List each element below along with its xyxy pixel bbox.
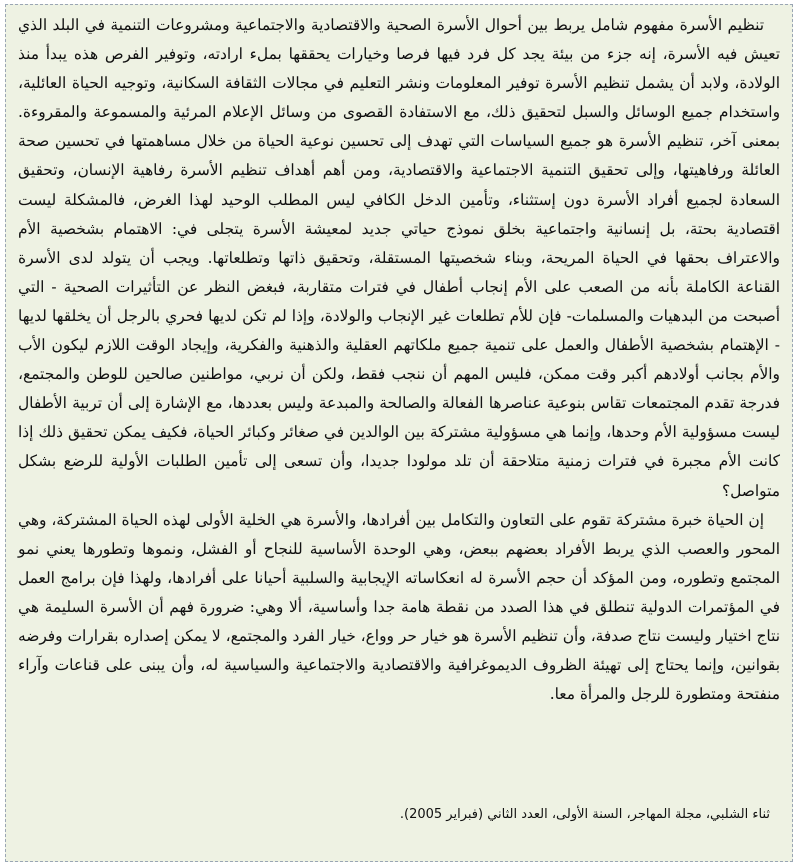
article-box (5, 4, 793, 862)
article-paragraph-1: تنظيم الأسرة مفهوم شامل يربط بين أحوال الأسرة الصحية والاقتصادية والاجتماعية ومشروعات التنمية في البلد الذي تعيش فيه الأسرة، إنه جزء من بيئة يجد كل فرد فيها فرصا وخيارات يحققها بملء ارادته، وتوفير الفرص هذه يبدأ منذ الولادة، ولابد أن يشمل تنظيم الأسرة توفير المعلومات ونشر التعليم في مجالات الثقافة السكانية، وتوجيه الحياة العائلية، واستخدام جميع الوسائل والسبل لتحقيق ذلك، مع الاستفادة القصوى من وسائل الإعلام المرئية والمسموعة والمقروءة. بمعنى آخر، تنظيم الأسرة هو جميع السياسات التي تهدف إلى تحسين نوعية الحياة من خلال مساهمتها في تحسين صحة العائلة ورفاهيتها، وإلى تحقيق التنمية الاجتماعية والاقتصادية، ومن أهم أهداف تنظيم الأسرة رفاهية الإنسان، وتحقيق السعادة لجميع أفراد الأسرة دون إستثناء، وتأمين الدخل الكافي ليس المطلب الوحيد لهذا الغرض، فالمشكلة ليست اقتصادية بحتة، بل إنسانية واجتماعية بخلق نموذج حياتي جديد لمعيشة الأسرة يتجلى في: الاهتمام بشخصية الأم والاعتراف بحقها في الحياة المريحة، وبناء شخصيتها المستقلة، وتحقيق ذاتها وتطلعاتها. ويجب أن يتولد لدى الأسرة القناعة الكاملة بأنه من الصعب على الأم إنجاب أطفال في فترات متقاربة، فبغض النظر عن التأثيرات الصحية - التي أصبحت من البدهيات والمسلمات- فإن للأم تطلعات غير الإنجاب والولادة، وإذا لم تكن لديها فحري بالرجل أن يخلقها لديها - الإهتمام بشخصية الأطفال والعمل على تنمية جميع ملكاتهم العقلية والذهنية والفكرية، وإيجاد الوقت اللازم ليكون الأب والأم بجانب أولادهم أكبر وقت ممكن، فليس المهم أن ننجب فقط، ولكن أن نربي، مواطنين صالحين للوطن والمجتمع، فدرجة تقدم المجتمعات تقاس بنوعية عناصرها الفعالة والصالحة والمبدعة وليس بعددها، مع الإشارة إلى أن تربية الأطفال ليست مسؤولية الأم وحدها، وإنما هي مسؤولية مشتركة بين الوالدين في صغائر وكبائر الحياة، فكيف يمكن تحقيق ذلك إذا كانت الأم مجبرة في فترات زمنية متلاحقة أن تلد مولودا جديدا، وأن تسعى إلى تأمين الطلبات الأولية للرضع بشكل متواصل؟ (18, 16, 780, 500)
citation: ثناء الشلبي، مجلة المهاجر، السنة الأولى، العدد الثاني (فبراير 2005). (399, 807, 770, 822)
article-paragraph-2: إن الحياة خبرة مشتركة تقوم على التعاون والتكامل بين أفرادها، والأسرة هي الخلية الأولى لهذه الحياة المشتركة، وهي المحور والعصب الذي يربط الأفراد بعضهم ببعض، وهي الوحدة الأساسية للنجاح أو الفشل، ونموها وتطورها يعني نمو المجتمع وتطوره، ومن المؤكد أن حجم الأسرة له انعكاساته الإيجابية والسلبية أحيانا على أفرادها، ولهذا فإن برامج العمل في المؤتمرات الدولية تنطلق في هذا الصدد من نقطة هامة جدا وأساسية، ألا وهي: ضرورة فهم أن الأسرة السليمة هي نتاج اختيار وليست نتاج صدفة، وأن تنظيم الأسرة هو خيار حر وواع، خيار الفرد والمجتمع، لا يمكن إصداره بقرارات وفرضه بقوانين، وإنما يحتاج إلى تهيئة الظروف الديموغرافية والاقتصادية والاجتماعية والسياسية له، وأن يبنى على قناعات وآراء منفتحة ومتطورة للرجل والمرأة معا. (18, 510, 780, 704)
article-body (18, 11, 780, 709)
